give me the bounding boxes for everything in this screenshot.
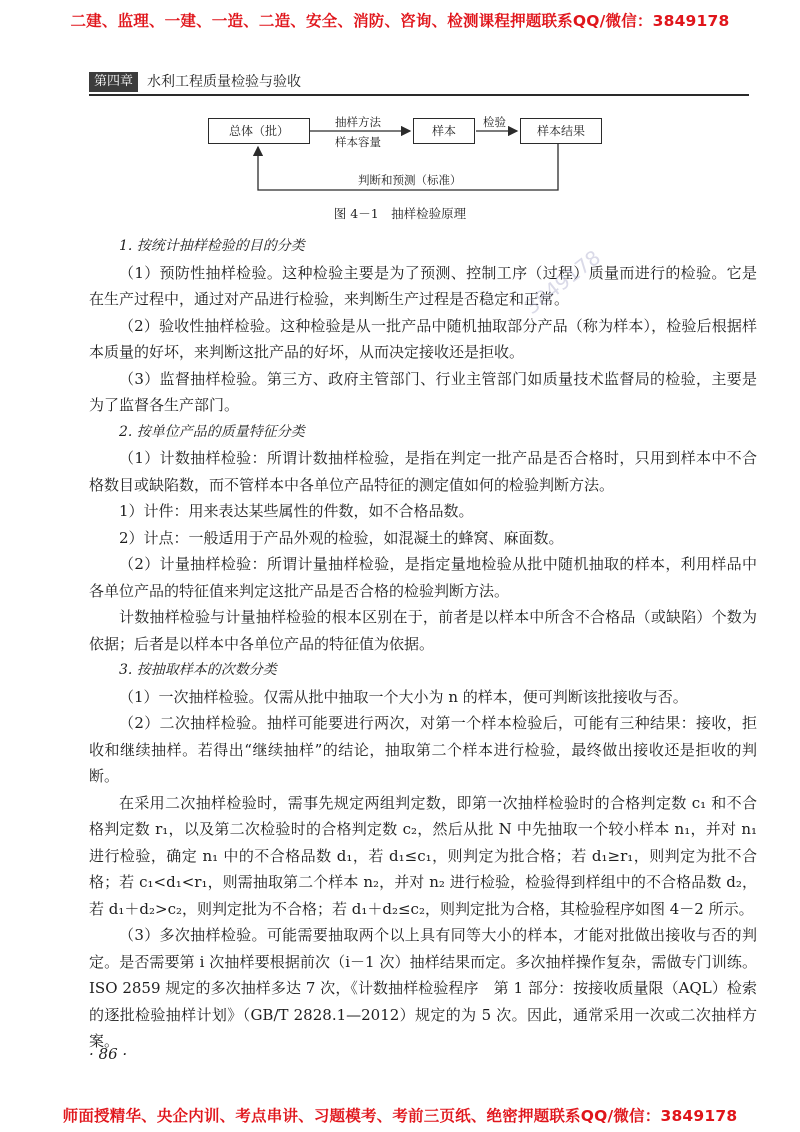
top-banner: 二建、监理、一建、一造、二造、安全、消防、咨询、检测课程押题联系QQ/微信：3849178 [70, 12, 730, 30]
para-measure-sampling: （2）计量抽样检验：所谓计量抽样检验，是指定量地检验从批中随机抽取的样本，利用样品中各单位产品的特征值来判定这批产品是否合格的检验判断方法。 [89, 555, 757, 600]
result-box: 样本结果 [520, 118, 602, 144]
bottom-banner: 师面授精华、央企内训、考点串讲、习题模考、考前三页纸、绝密押题联系QQ/微信：3849178 [62, 1107, 738, 1125]
arrow-feedback [258, 144, 558, 190]
para-single-sampling: （1）一次抽样检验。仅需从批中抽取一个大小为 n 的样本，便可判断该批接收与否。 [119, 687, 688, 706]
para-multiple-sampling: （3）多次抽样检验。可能需要抽取两个以上具有同等大小的样本，才能对批做出接收与否的判定。是否需要第 i 次抽样要根据前次（i－1 次）抽样结果而定。多次抽样操作复杂，需做专门训练。ISO 2859 规定的多次抽样多达 7 次，《计数抽样检验程序 第 1 部分：按接收质量限（AQL）检索的逐批检验抽样计划》（GB/T 2828.1—2012）规定的为 5 次。因此，通常采用一次或二次抽样方案。 [89, 926, 757, 1050]
para-acceptance: （2）验收性抽样检验。这种检验是从一批产品中随机抽取部分产品（称为样本），检验后根据样本质量的好坏，来判断这批产品的好坏，从而决定接收还是拒收。 [89, 316, 757, 361]
para-double-procedure: 在采用二次抽样检验时，需事先规定两组判定数，即第一次抽样检验时的合格判定数 c₁ 和不合格判定数 r₁，以及第二次检验时的合格判定数 c₂，然后从批 N 中先抽取一个较小样本 n₁，并对 n₁ 进行检验，确定 n₁ 中的不合格品数 d₁，若 d₁≤c₁，则判定为批合格；若 d₁≥r₁，则判定为批不合格；若 c₁<d₁<r₁，则需抽取第二个样本 n₂，并对 n₂ 进行检验，检验得到样组中的不合格品数 d₂，若 d₁＋d₂>c₂，则判定批为不合格；若 d₁＋d₂≤c₂，则判定批为合格，其检验程序如图 4－2 所示。 [89, 793, 757, 918]
label-method: 抽样方法 [335, 115, 381, 129]
heading-1: 1. 按统计抽样检验的目的分类 [119, 238, 305, 254]
body-text [89, 233, 757, 1055]
chapter-header [89, 72, 749, 96]
label-inspect: 检验 [483, 115, 506, 129]
figure-caption: 图 4－1 抽样检验原理 [333, 206, 467, 221]
label-size: 样本容量 [335, 135, 381, 149]
sample-box: 样本 [413, 118, 475, 144]
para-piece-count: 1）计件：用来表达某些属性的件数，如不合格品数。 [119, 502, 474, 520]
para-supervision: （3）监督抽样检验。第三方、政府主管部门、行业主管部门如质量技术监督局的检验，主要是为了监督各生产部门。 [89, 369, 757, 414]
chapter-title: 水利工程质量检验与验收 [147, 74, 301, 90]
heading-3: 3. 按抽取样本的次数分类 [119, 662, 277, 678]
page-number: · 86 · [89, 1045, 128, 1063]
watermark: 3849178 [520, 245, 605, 319]
heading-2: 2. 按单位产品的质量特征分类 [119, 423, 305, 440]
para-difference: 计数抽样检验与计量抽样检验的根本区别在于，前者是以样本中所含不合格品（或缺陷）个数为依据；后者是以样本中各单位产品的特征值为依据。 [89, 608, 757, 653]
label-judge: 判断和预测（标准） [358, 173, 462, 187]
para-double-sampling: （2）二次抽样检验。抽样可能要进行两次，对第一个样本检验后，可能有三种结果：接收，拒收和继续抽样。若得出“继续抽样”的结论，抽取第二个样本进行检验，最终做出接收还是拒收的判断。 [89, 714, 757, 785]
para-preventive: （1）预防性抽样检验。这种检验主要是为了预测、控制工序（过程）质量而进行的检验。它是在生产过程中，通过对产品进行检验，来判断生产过程是否稳定和正常。 [89, 263, 757, 308]
population-box: 总体（批） [208, 118, 310, 144]
chapter-tag: 第四章 [89, 72, 138, 92]
para-point-count: 2）计点：一般适用于产品外观的检验，如混凝土的蜂窝、麻面数。 [119, 528, 564, 547]
para-count-sampling: （1）计数抽样检验：所谓计数抽样检验，是指在判定一批产品是否合格时，只用到样本中不合格数目或缺陷数，而不管样本中各单位产品特征的测定值如何的检验判断方法。 [89, 449, 757, 494]
